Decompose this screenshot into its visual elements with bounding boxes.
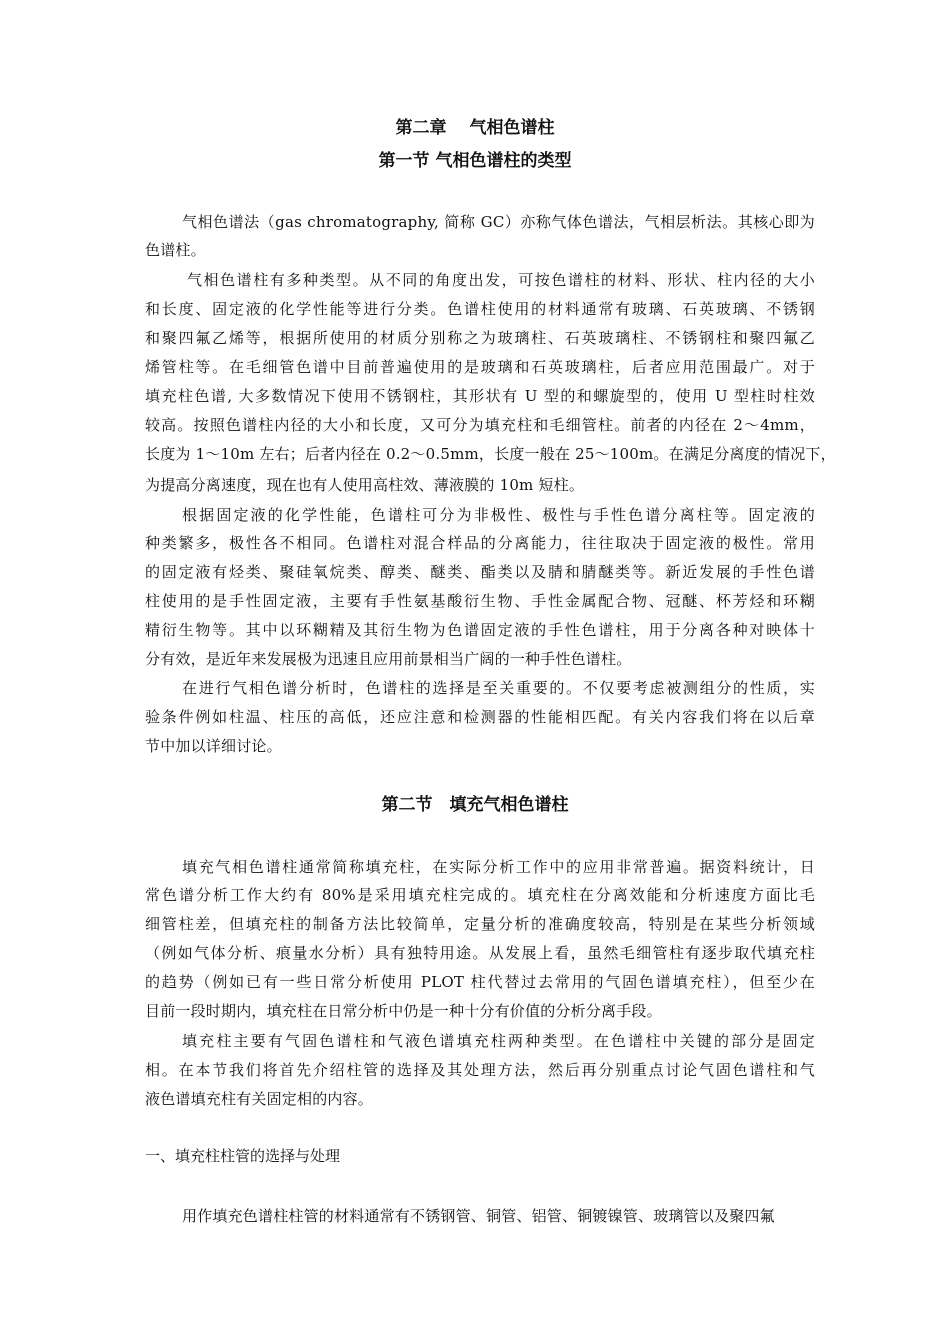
paragraph-line: 柱使用的是手性固定液，主要有手性氨基酸衍生物、手性金属配合物、冠醚、杯芳烃和环糊 bbox=[145, 592, 815, 610]
paragraph-line: 填充柱主要有气固色谱柱和气液色谱填充柱两种类型。在色谱柱中关键的部分是固定 bbox=[182, 1032, 815, 1050]
paragraph-line: 色谱柱。 bbox=[145, 241, 206, 259]
paragraph-line: 常色谱分析工作大约有 80%是采用填充柱完成的。填充柱在分离效能和分析速度方面比毛 bbox=[145, 886, 815, 904]
paragraph-line: 验条件例如柱温、柱压的高低，还应注意和检测器的性能相匹配。有关内容我们将在以后章 bbox=[145, 708, 815, 726]
section-title: 第二节 填充气相色谱柱 bbox=[381, 795, 569, 815]
paragraph-line: 较高。按照色谱柱内径的大小和长度，又可分为填充柱和毛细管柱。前者的内径在 2～4mm， bbox=[145, 416, 815, 434]
paragraph-line: 长度为 1～10m 左右；后者内径在 0.2～0.5mm，长度一般在 25～100m。在满足分离度的情况下， bbox=[145, 445, 836, 463]
paragraph-line: 烯管柱等。在毛细管色谱中目前普遍使用的是玻璃和石英玻璃柱，后者应用范围最广。对于 bbox=[145, 358, 815, 376]
paragraph-line: 用作填充色谱柱柱管的材料通常有不锈钢管、铜管、铝管、铜镀镍管、玻璃管以及聚四氟 bbox=[182, 1207, 775, 1225]
paragraph-line: 精衍生物等。其中以环糊精及其衍生物为色谱固定液的手性色谱柱，用于分离各种对映体十 bbox=[145, 621, 815, 639]
subsection-title: 一、填充柱柱管的选择与处理 bbox=[145, 1147, 341, 1165]
paragraph-line: 气相色谱法（gas chromatography, 简称 GC）亦称气体色谱法，气相层析法。其核心即为 bbox=[182, 213, 815, 231]
chapter-title: 第二章 气相色谱柱 bbox=[395, 118, 555, 138]
paragraph-line: （例如气体分析、痕量水分析）具有独特用途。从发展上看，虽然毛细管柱有逐步取代填充柱 bbox=[145, 944, 815, 962]
paragraph-line: 液色谱填充柱有关固定相的内容。 bbox=[145, 1090, 374, 1108]
section-title: 第一节 气相色谱柱的类型 bbox=[378, 151, 572, 171]
paragraph-line: 填充柱色谱, 大多数情况下使用不锈钢柱，其形状有 U 型的和螺旋型的，使用 U 型柱时柱效 bbox=[145, 387, 815, 405]
paragraph-line: 分有效，是近年来发展极为迅速且应用前景相当广阔的一种手性色谱柱。 bbox=[145, 650, 632, 668]
paragraph-line: 为提高分离速度，现在也有人使用高柱效、薄液膜的 10m 短柱。 bbox=[145, 476, 585, 494]
paragraph-line: 和长度、固定液的化学性能等进行分类。色谱柱使用的材料通常有玻璃、石英玻璃、不锈钢 bbox=[145, 300, 815, 318]
paragraph-line: 细管柱差，但填充柱的制备方法比较简单，定量分析的准确度较高，特别是在某些分析领域 bbox=[145, 915, 815, 933]
paragraph-line: 在进行气相色谱分析时，色谱柱的选择是至关重要的。不仅要考虑被测组分的性质，实 bbox=[182, 679, 815, 697]
paragraph-line: 相。在本节我们将首先介绍柱管的选择及其处理方法，然后再分别重点讨论气固色谱柱和气 bbox=[145, 1061, 815, 1079]
paragraph-line: 种类繁多，极性各不相同。色谱柱对混合样品的分离能力，往往取决于固定液的极性。常用 bbox=[145, 534, 815, 552]
paragraph-line: 目前一段时期内，填充柱在日常分析中仍是一种十分有价值的分析分离手段。 bbox=[145, 1002, 662, 1020]
paragraph-line: 根据固定液的化学性能，色谱柱可分为非极性、极性与手性色谱分离柱等。固定液的 bbox=[182, 506, 815, 524]
paragraph-line: 的趋势（例如已有一些日常分析使用 PLOT 柱代替过去常用的气固色谱填充柱），但至少在 bbox=[145, 973, 815, 991]
paragraph-line: 节中加以详细讨论。 bbox=[145, 737, 282, 755]
paragraph-line: 和聚四氟乙烯等，根据所使用的材质分别称之为玻璃柱、石英玻璃柱、不锈钢柱和聚四氟乙 bbox=[145, 329, 815, 347]
paragraph-line: 气相色谱柱有多种类型。从不同的角度出发，可按色谱柱的材料、形状、柱内径的大小 bbox=[187, 271, 815, 289]
paragraph-line: 的固定液有烃类、聚硅氧烷类、醇类、醚类、酯类以及腈和腈醚类等。新近发展的手性色谱 bbox=[145, 563, 815, 581]
paragraph-line: 填充气相色谱柱通常简称填充柱，在实际分析工作中的应用非常普遍。据资料统计，日 bbox=[182, 858, 815, 876]
